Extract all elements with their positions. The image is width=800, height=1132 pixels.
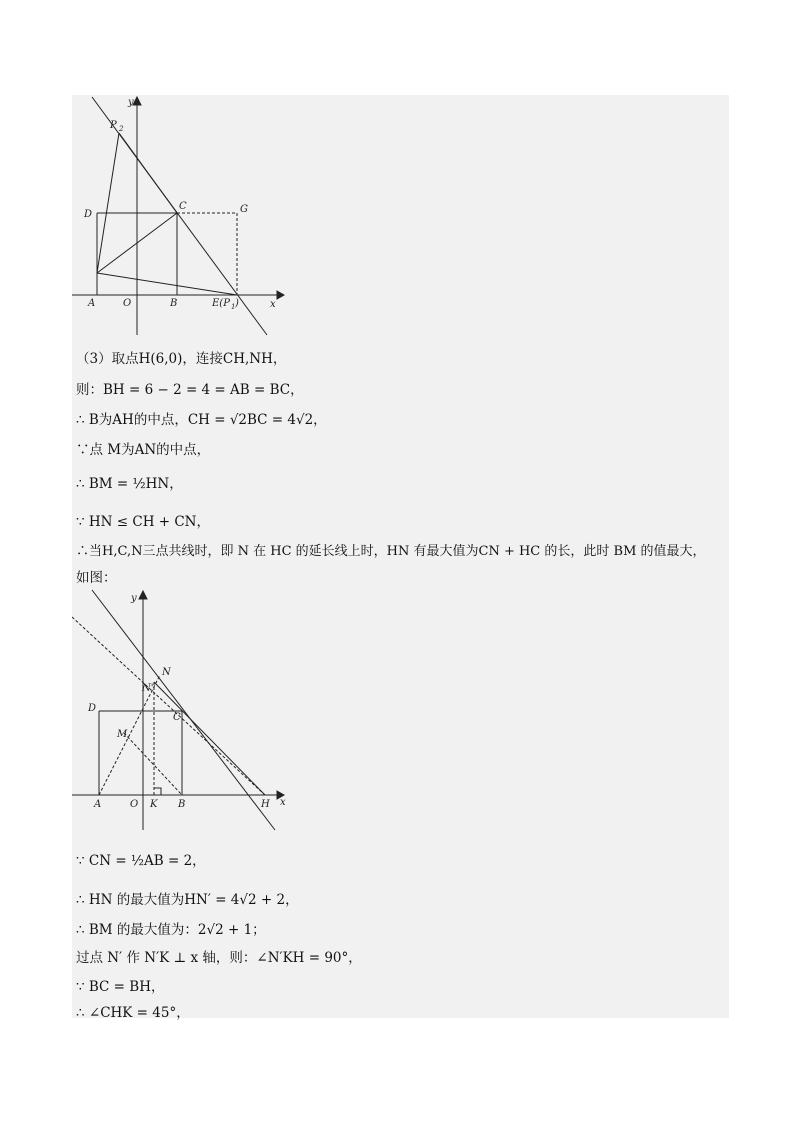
label-N-prime: N'	[142, 683, 154, 694]
label-O: O	[123, 298, 132, 309]
label-E-sub: 1	[231, 303, 236, 311]
solution-line-12: 过点 N′ 作 N′K ⊥ x 轴，则：∠N′KH = 90°，	[76, 950, 362, 966]
label-P2: P	[110, 120, 117, 131]
label-D: D	[84, 209, 93, 220]
geometry-figure-2	[72, 585, 297, 835]
label-y: y	[131, 593, 137, 604]
label-B: B	[170, 298, 178, 309]
label-M: M	[117, 729, 128, 740]
label-y: y	[128, 97, 134, 108]
solution-line-14: ∴ ∠CHK = 45°，	[76, 1005, 190, 1021]
segment-NH	[154, 682, 265, 795]
solid-line	[92, 590, 275, 830]
right-angle-marker	[154, 788, 161, 795]
label-A: A	[88, 298, 96, 309]
solution-line-7: ∴当H,C,N三点共线时，即 N 在 HC 的延长线上时，HN 有最大值为CN + HC 的长，此时 BM 的值最大，	[76, 544, 706, 559]
dashed-line-NH	[72, 617, 265, 795]
label-D: D	[88, 703, 97, 714]
label-A: A	[94, 799, 102, 810]
label-B: B	[178, 799, 186, 810]
solution-line-10: ∴ HN 的最大值为HN′ = 4√2 + 2，	[76, 892, 299, 908]
label-E-close: )	[235, 298, 239, 309]
label-K: K	[150, 799, 158, 810]
label-C: C	[179, 201, 187, 212]
label-E: E(P	[212, 298, 230, 309]
solution-line-9: ∵ CN = ½AB = 2，	[76, 853, 206, 869]
label-P2-sub: 2	[119, 125, 124, 133]
label-x: x	[280, 797, 286, 808]
solution-line-11: ∴ BM 的最大值为：2√2 + 1；	[76, 922, 266, 938]
solution-line-4: ∵点 M为AN的中点，	[76, 442, 211, 458]
solution-line-13: ∵ BC = BH，	[76, 979, 165, 995]
label-G: G	[240, 204, 248, 215]
y-axis-arrow	[139, 591, 147, 599]
label-O: O	[130, 799, 139, 810]
y-axis-arrow	[133, 97, 141, 105]
x-axis-arrow	[277, 291, 284, 299]
label-C: C	[173, 712, 181, 723]
solution-line-1: （3）取点H(6,0)，连接CH,NH，	[76, 351, 287, 367]
label-H: H	[261, 799, 270, 810]
segment-P2C	[119, 133, 177, 213]
solution-line-8: 如图：	[76, 570, 117, 586]
segment-AP2	[97, 133, 119, 273]
geometry-figure-1	[72, 95, 292, 340]
label-x: x	[270, 299, 276, 310]
segment-AE	[97, 273, 237, 295]
label-N: N	[162, 667, 171, 678]
solution-line-5: ∴ BM = ½HN，	[76, 476, 183, 492]
solution-line-6: ∵ HN ≤ CH + CN，	[76, 514, 210, 530]
segment-MB	[124, 733, 182, 795]
solution-line-3: ∴ B为AH的中点，CH = √2BC = 4√2，	[76, 412, 327, 428]
solution-line-2: 则：BH = 6 − 2 = 4 = AB = BC，	[76, 382, 304, 398]
